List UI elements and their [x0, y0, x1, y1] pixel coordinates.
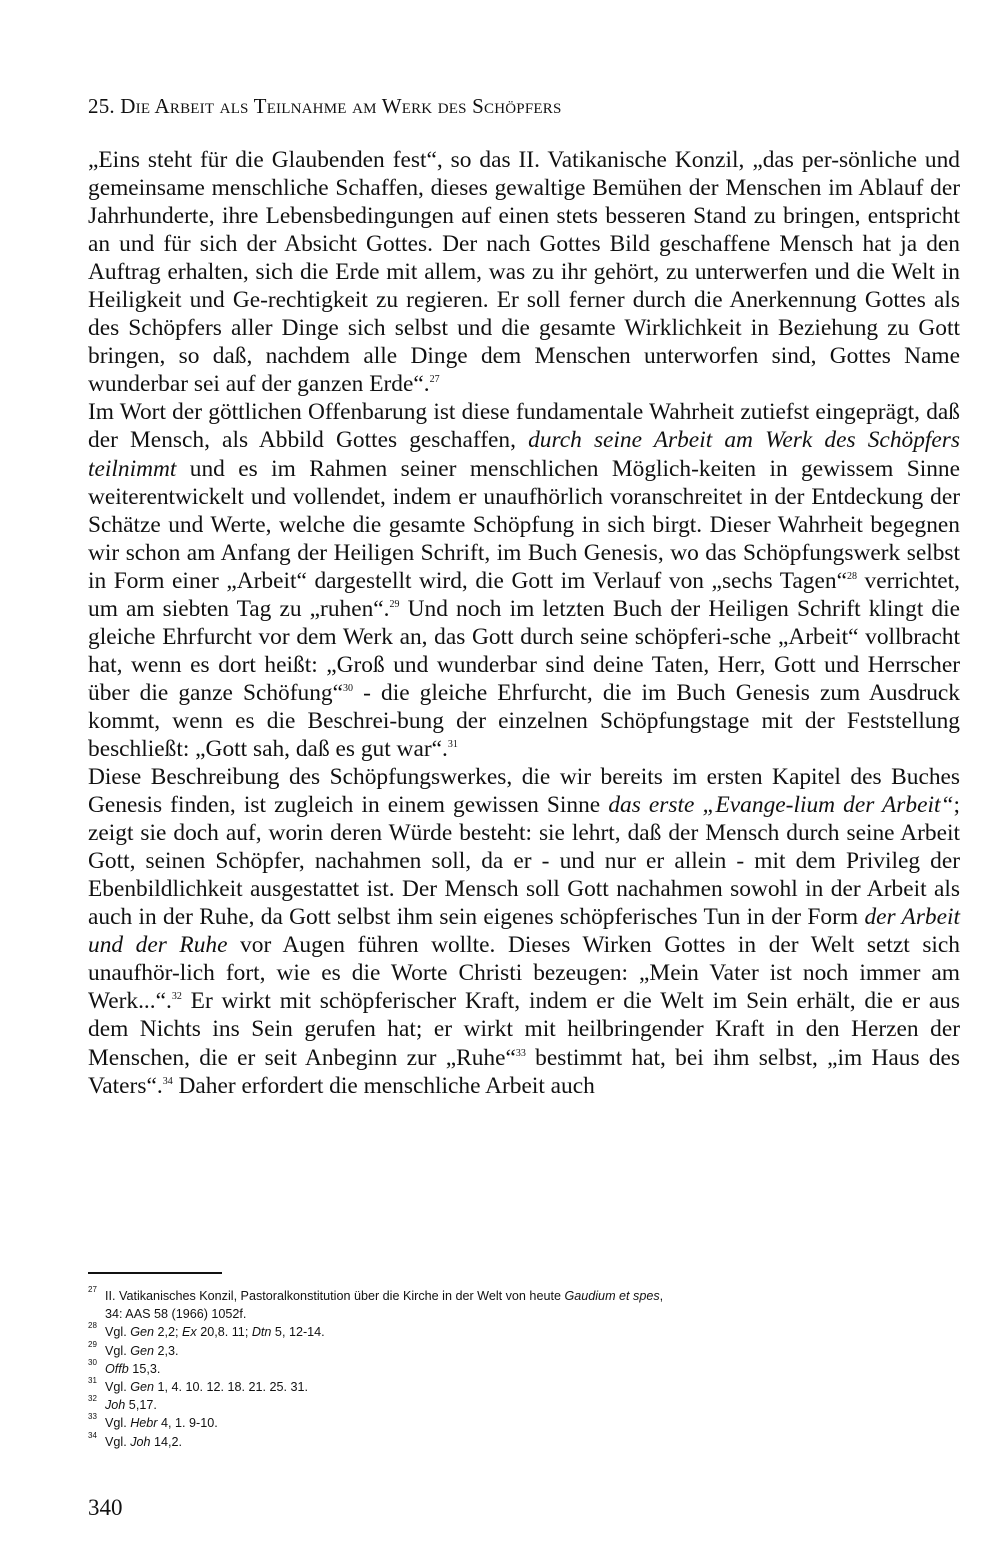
- paragraph-text: verrichtet, um am siebten Tag zu „ruhen“.: [88, 567, 960, 622]
- footnote-text: 2,3.: [154, 1343, 179, 1358]
- footnote-item: [88, 1378, 960, 1396]
- footnote-text: [105, 1378, 960, 1396]
- paragraph-text: Und noch im letzten Buch der Heiligen Schrift klingt die gleiche Ehrfurcht vor dem Werk an, das Gott durch seine schöpferi-sche „Arbeit“ vollbracht hat, wenn es dort heißt: „Groß und wunderbar sind deine Taten, Herr, Gott und Herrscher über die ganze Schöfung“: [88, 595, 961, 706]
- footnotes: [88, 1287, 960, 1451]
- footnote-text: 20,8. 11;: [196, 1325, 252, 1340]
- paragraph-italic-text: das erste „Evange-lium der Arbeit“: [608, 792, 954, 819]
- footnote-number: 28: [88, 1321, 97, 1331]
- footnote-item: [88, 1430, 960, 1451]
- footnote-reference: 27: [429, 374, 440, 386]
- footnote-text: 5, 12-14.: [271, 1325, 325, 1340]
- footnote-italic-text: Joh: [130, 1434, 151, 1449]
- paragraph-italic-text: der Arbeit und der Ruhe: [88, 904, 960, 959]
- footnote-text: Vgl.: [105, 1434, 131, 1449]
- footnote-text: 1, 4. 10. 12. 18. 21. 25. 31.: [154, 1380, 309, 1395]
- footnote-item: [88, 1396, 960, 1414]
- footnote-text: 5,17.: [125, 1398, 157, 1413]
- paragraph-text: Im Wort der göttlichen Offenbarung ist diese fundamentale Wahrheit zutiefst eingeprägt, daß der Mensch, als Abbild Gottes geschaffen,: [88, 399, 960, 454]
- footnote-text: Vgl.: [105, 1416, 131, 1431]
- footnote-italic-text: Gen: [130, 1343, 155, 1358]
- paragraph-text: Er wirkt mit schöpferischer Kraft, indem er die Welt im Sein erhält, die er aus dem Nichts ins Sein gerufen hat; er wirkt mit heilbringender Kraft in den Herzen der Menschen, die er seit Anbeginn zur „Ruhe“: [88, 988, 960, 1071]
- paragraph-2: [88, 398, 960, 763]
- footnote-separator: [88, 1272, 222, 1274]
- footnote-number: 32: [88, 1394, 97, 1404]
- paragraph-text: Diese Beschreibung des Schöpfungswerkes, die wir bereits im ersten Kapitel des Buches Genesis finden, ist zugleich in einem gewissen Sinne: [88, 764, 960, 819]
- footnote-text: [105, 1342, 960, 1360]
- paragraph-text: und es im Rahmen seiner menschlichen Möglich-keiten in gewissem Sinne weiterentwickelt und vollendet, indem er unaufhörlich voranschreitet in der Entdeckung der Schätze und Werte, welche die gesamte Schöpfung in sich birgt. Dieser Wahrheit begegnen wir schon am Anfang der Heiligen Schrift, im Buch Genesis, wo das Schöpfungswerk selbst in Form einer „Arbeit“ dargestellt wird, die Gott im Verlauf von „sechs Tagen“: [88, 455, 960, 594]
- paragraph-italic-text: durch seine Arbeit am Werk des Schöpfers teilnimmt: [88, 427, 960, 482]
- footnote-italic-text: Offb: [105, 1361, 129, 1376]
- footnote-item: [88, 1339, 960, 1360]
- footnote-text: [105, 1360, 960, 1378]
- section-heading: 25. Die Arbeit als Teilnahme am Werk des Schöpfers: [88, 94, 562, 118]
- paragraph-1: [88, 146, 960, 398]
- footnote-reference: 31: [447, 738, 458, 750]
- footnote-text: Vgl.: [105, 1325, 131, 1340]
- paragraph-text: vor Augen führen wollte. Dieses Wirken Gottes in der Welt setzt sich unaufhör-lich fort, wie es die Worte Christi bezeugen: „Mein Vater ist noch immer am Werk...“.: [88, 932, 960, 1015]
- footnote-item: [88, 1357, 960, 1378]
- footnote-text: [105, 1323, 960, 1341]
- footnote-italic-text: Gaudium et spes: [564, 1289, 660, 1303]
- paragraph-text: bestimmt hat, bei ihm selbst, „im Haus des Vaters“.: [88, 1044, 961, 1099]
- paragraph-text: - die gleiche Ehrfurcht, die im Buch Genesis zum Ausdruck kommt, wenn es die Beschrei-bung der einzelnen Schöpfungstage mit der Feststellung beschließt: „Gott sah, daß es gut war“.: [88, 679, 960, 762]
- footnote-text: 4, 1. 9-10.: [157, 1416, 218, 1431]
- footnote-italic-text: Hebr: [130, 1416, 158, 1431]
- footnote-text: [105, 1396, 960, 1414]
- footnote-italic-text: Gen: [130, 1325, 155, 1340]
- footnote-continuation: 34: AAS 58 (1966) 1052f.: [105, 1307, 247, 1322]
- footnote-number: 31: [88, 1376, 97, 1386]
- footnote-text: [105, 1433, 960, 1451]
- footnote-reference: 33: [515, 1047, 526, 1059]
- paragraph-text: „Eins steht für die Glaubenden fest“, so das II. Vatikanische Konzil, „das per-sönliche und gemeinsame menschliche Schaffen, dieses gewaltige Bemühen der Menschen im Ablauf der Jahrhunderte, ihre Lebensbedingungen auf einen stets besseren Stand zu bringen, entspricht an und für sich der Absicht Gottes. Der nach Gottes Bild geschaffene Mensch hat ja den Auftrag erhalten, sich die Erde mit allem, was zu ihr gehört, zu unterwerfen und die Welt in Heiligkeit und Ge-rechtigkeit zu regieren. Er soll ferner durch die Anerkennung Gottes als des Schöpfers aller Dinge sich selbst und die gesamte Wirklichkeit in Beziehung zu Gott bringen, so daß, nachdem alle Dinge dem Menschen unterworfen sind, Gottes Name wunderbar sei auf der ganzen Erde“.: [88, 147, 960, 398]
- paragraph-3: [88, 763, 960, 1100]
- footnote-number: 27: [88, 1285, 97, 1294]
- footnote-reference: 32: [171, 991, 182, 1003]
- footnote-text: 2,2;: [154, 1325, 183, 1340]
- paragraph-text: ; zeigt sie doch auf, worin deren Würde besteht: sie lehrt, daß der Mensch durch seine Arbeit Gott, seinen Schöpfer, nachahmen soll, da er - und nur er allein - mit dem Privileg der Ebenbildlichkeit ausgestattet ist. Der Mensch soll Gott nachahmen sowohl in der Arbeit als auch in der Ruhe, da Gott selbst ihm sein eigenes schöpferisches Tun in der Form: [88, 792, 960, 931]
- footnote-number: 30: [88, 1357, 97, 1367]
- footnote-item: [88, 1323, 960, 1341]
- footnote-text: [105, 1414, 960, 1432]
- footnote-italic-text: Ex: [182, 1325, 197, 1340]
- body-text: [88, 146, 960, 1100]
- footnote-text: Vgl.: [105, 1343, 131, 1358]
- paragraph-text: Daher erfordert die menschliche Arbeit auch: [172, 1072, 595, 1099]
- footnote-text: 15,3.: [128, 1361, 161, 1376]
- footnote-italic-text: Gen: [130, 1380, 155, 1395]
- footnote-text: Vgl.: [105, 1380, 131, 1395]
- footnote-text: ,: [659, 1289, 664, 1303]
- footnote-text: [105, 1287, 960, 1305]
- page-number: 340: [88, 1495, 123, 1520]
- footnote-reference: 30: [343, 682, 354, 694]
- footnote-italic-text: Joh: [105, 1398, 126, 1413]
- footnote-reference: 34: [162, 1075, 173, 1087]
- footnote-italic-text: Dtn: [251, 1325, 272, 1340]
- footnote-reference: 28: [846, 570, 857, 582]
- footnote-item: [88, 1414, 960, 1432]
- footnote-number: 34: [88, 1430, 97, 1440]
- footnote-number: 33: [88, 1412, 97, 1422]
- footnote-item: [88, 1287, 960, 1323]
- footnote-text: 14,2.: [150, 1434, 183, 1449]
- footnote-text: II. Vatikanisches Konzil, Pastoralkonstitution über die Kirche in der Welt von heute: [105, 1289, 565, 1303]
- footnote-reference: 29: [389, 598, 400, 610]
- footnote-number: 29: [88, 1339, 97, 1349]
